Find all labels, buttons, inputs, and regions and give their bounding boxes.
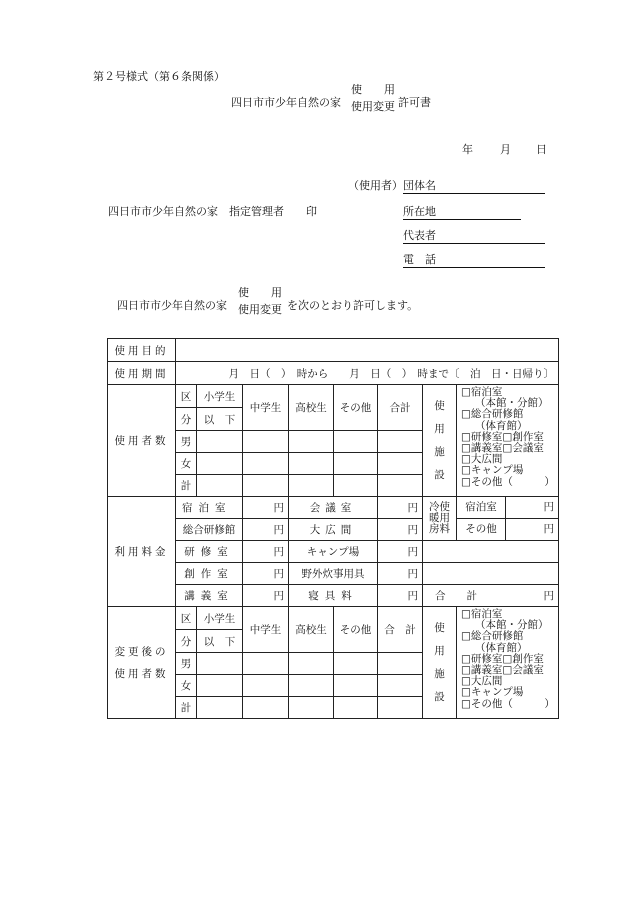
cell[interactable]: [334, 675, 378, 697]
elementary-label-2: 以 下: [197, 630, 243, 653]
period-label: 使用期間: [108, 362, 176, 385]
ac-label-3: 房料: [429, 523, 450, 535]
cell[interactable]: [197, 475, 243, 497]
fee-yen[interactable]: 円: [243, 541, 289, 563]
facility-vertical-label: [423, 385, 457, 497]
purpose-value[interactable]: [176, 339, 559, 362]
fee-yen[interactable]: 円: [243, 563, 289, 585]
ac-item: [457, 497, 559, 519]
changed-users-label-1: 変更後の: [114, 645, 169, 658]
purpose-row: [108, 339, 559, 362]
facility-camp[interactable]: □キャンプ場: [461, 464, 524, 477]
date-day: 日: [536, 143, 547, 156]
title-option-use: 使 用: [351, 83, 395, 96]
applicant-label: （使用者）: [348, 179, 403, 192]
facility-study-creative[interactable]: □研修室□創作室: [461, 652, 544, 665]
ac-item-lodging: 宿泊室: [457, 497, 506, 518]
total-label: 合 計: [378, 607, 423, 653]
cell[interactable]: [378, 653, 423, 675]
cell[interactable]: [243, 431, 289, 453]
ku-label: 区: [176, 607, 197, 630]
fee-yen[interactable]: 円: [243, 519, 289, 541]
male-label: 男: [176, 431, 197, 453]
fee-row-1: [108, 497, 559, 519]
facility-hall[interactable]: □大広間: [461, 675, 503, 688]
grand-total-yen[interactable]: 円: [543, 590, 554, 602]
ac-label-1: 冷使: [429, 501, 450, 513]
cell[interactable]: [378, 453, 423, 475]
male-label: 男: [176, 653, 197, 675]
fee-item-label: 宿泊室: [176, 497, 243, 519]
fee-item-label: 講義室: [176, 585, 243, 607]
form-number: 第２号様式（第６条関係）: [93, 70, 225, 83]
ac-yen[interactable]: 円: [543, 501, 554, 513]
female-label: 女: [176, 453, 197, 475]
statement-suffix: を次のとおり許可します。: [287, 299, 419, 312]
fee-blank[interactable]: [423, 563, 559, 585]
fac-v-2: 用: [434, 644, 445, 657]
cell[interactable]: [334, 697, 378, 719]
statement-prefix: 四日市市少年自然の家: [117, 299, 227, 312]
fee-item-label: 総合研修館: [176, 519, 243, 541]
fee-item-label: 野外炊事用具: [289, 563, 378, 585]
statement-option-change: 使用変更: [238, 303, 282, 316]
cell[interactable]: [289, 653, 334, 675]
middle-label: 中学生: [243, 607, 289, 653]
facility-other[interactable]: □その他（ ）: [461, 697, 555, 710]
cell[interactable]: [378, 475, 423, 497]
fee-yen[interactable]: 円: [378, 585, 423, 607]
org-name-label: 団体名: [403, 179, 436, 192]
address-field: [403, 203, 521, 220]
cell[interactable]: [197, 431, 243, 453]
grand-total-label: 合 計: [435, 590, 477, 602]
purpose-label: 使用目的: [108, 339, 176, 362]
fee-yen[interactable]: 円: [378, 563, 423, 585]
cell[interactable]: [243, 453, 289, 475]
statement-options: [234, 284, 286, 318]
cell[interactable]: [334, 453, 378, 475]
facility-other[interactable]: □その他（ ）: [461, 475, 555, 488]
bun-label: 分: [176, 630, 197, 653]
fee-yen[interactable]: 円: [378, 519, 423, 541]
users-label: 使用者数: [108, 385, 176, 497]
facility-training-hall[interactable]: □総合研修館: [461, 630, 524, 643]
fee-row-4: [108, 563, 559, 585]
grand-total: [423, 585, 559, 607]
ac-label-2: 暖用: [429, 512, 450, 524]
phone-label: 電 話: [403, 253, 436, 266]
other-label: その他: [334, 385, 378, 431]
bun-label: 分: [176, 408, 197, 431]
date-month: 月: [500, 143, 511, 156]
cell[interactable]: [334, 475, 378, 497]
high-label: 高校生: [289, 607, 334, 653]
title-option-change: 使用変更: [351, 100, 395, 113]
fee-blank[interactable]: [423, 541, 559, 563]
facility-lodging-sub: （本館・分館）: [475, 619, 549, 632]
fee-item-label: 創作室: [176, 563, 243, 585]
high-label: 高校生: [289, 385, 334, 431]
facility-lecture-meeting[interactable]: □講義室□会議室: [461, 442, 544, 455]
cell[interactable]: [289, 453, 334, 475]
fee-item-label: キャンプ場: [289, 541, 378, 563]
cell[interactable]: [197, 453, 243, 475]
org-name-field: [403, 177, 545, 194]
title-prefix: 四日市市少年自然の家: [231, 96, 341, 109]
representative-label: 代表者: [403, 229, 436, 242]
fee-label: 利用料金: [108, 497, 176, 607]
fac-v-2: 用: [434, 422, 445, 435]
fee-row-5: [108, 585, 559, 607]
fac-v-3: 施: [434, 667, 445, 680]
facility-study-creative[interactable]: □研修室□創作室: [461, 430, 544, 443]
facility-camp[interactable]: □キャンプ場: [461, 686, 524, 699]
cell[interactable]: [243, 475, 289, 497]
facility-training-hall[interactable]: □総合研修館: [461, 408, 524, 421]
kei-label: 計: [176, 697, 197, 719]
fee-yen[interactable]: 円: [378, 497, 423, 519]
changed-users-label-2: 使用者数: [114, 667, 169, 680]
cell[interactable]: [197, 697, 243, 719]
fee-item-label: 寝具料: [289, 585, 378, 607]
ku-label: 区: [176, 385, 197, 408]
fac-v-1: 使: [434, 621, 445, 634]
facility-hall[interactable]: □大広間: [461, 453, 503, 466]
address-label: 所在地: [403, 205, 436, 218]
facility-checklist: [457, 385, 559, 497]
cell[interactable]: [197, 675, 243, 697]
ac-item-other: その他: [457, 519, 506, 540]
ac-item: [457, 519, 559, 541]
cell[interactable]: [334, 431, 378, 453]
fee-row-3: [108, 541, 559, 563]
fee-item-label: 研修室: [176, 541, 243, 563]
facility-gym-sub: （体育館）: [475, 419, 528, 432]
ac-yen[interactable]: 円: [543, 523, 554, 535]
cell[interactable]: [378, 675, 423, 697]
middle-label: 中学生: [243, 385, 289, 431]
elementary-label-2: 以 下: [197, 408, 243, 431]
date-year: 年: [462, 143, 473, 156]
ac-label: [423, 497, 457, 541]
cell[interactable]: [289, 697, 334, 719]
facility-vertical-label: [423, 607, 457, 719]
facility-lecture-meeting[interactable]: □講義室□会議室: [461, 664, 544, 677]
title-options: [347, 81, 399, 115]
cell[interactable]: [243, 675, 289, 697]
cell[interactable]: [334, 653, 378, 675]
female-label: 女: [176, 675, 197, 697]
facility-gym-sub: （体育館）: [475, 641, 528, 654]
users-row-header-1: [108, 385, 559, 408]
fee-item-label: 大広間: [289, 519, 378, 541]
fac-v-4: 設: [434, 468, 445, 481]
cell[interactable]: [289, 675, 334, 697]
statement-option-use: 使 用: [238, 286, 282, 299]
fee-yen[interactable]: 円: [243, 585, 289, 607]
kei-label: 計: [176, 475, 197, 497]
cell[interactable]: [243, 697, 289, 719]
cell[interactable]: [289, 431, 334, 453]
period-row: [108, 362, 559, 385]
fee-row-2: [108, 519, 559, 541]
cell[interactable]: [378, 697, 423, 719]
facility-checklist: [457, 607, 559, 719]
elementary-label-1: 小学生: [197, 385, 243, 408]
cell[interactable]: [197, 653, 243, 675]
representative-field: [403, 227, 545, 244]
fee-item-label: 会議室: [289, 497, 378, 519]
facility-lodging[interactable]: □宿泊室: [461, 608, 503, 620]
fee-yen[interactable]: 円: [378, 541, 423, 563]
facility-lodging[interactable]: □宿泊室: [461, 386, 503, 398]
elementary-label-1: 小学生: [197, 607, 243, 630]
fee-yen[interactable]: 円: [243, 497, 289, 519]
total-label: 合計: [378, 385, 423, 431]
fac-v-1: 使: [434, 399, 445, 412]
cell[interactable]: [243, 653, 289, 675]
permit-table: [107, 338, 559, 719]
changed-users-row-header-1: [108, 607, 559, 630]
fac-v-4: 設: [434, 690, 445, 703]
title-suffix: 許可書: [398, 96, 431, 109]
cell[interactable]: [289, 475, 334, 497]
fac-v-3: 施: [434, 445, 445, 458]
period-value[interactable]: 月 日（ ） 時から 月 日（ ） 時まで〔 泊 日・日帰り〕: [176, 362, 559, 385]
facility-lodging-sub: （本館・分館）: [475, 397, 549, 410]
cell[interactable]: [378, 431, 423, 453]
other-label: その他: [334, 607, 378, 653]
changed-users-label: [108, 607, 176, 719]
phone-field: [403, 251, 545, 268]
issuer-line: 四日市市少年自然の家 指定管理者 印: [108, 205, 317, 218]
